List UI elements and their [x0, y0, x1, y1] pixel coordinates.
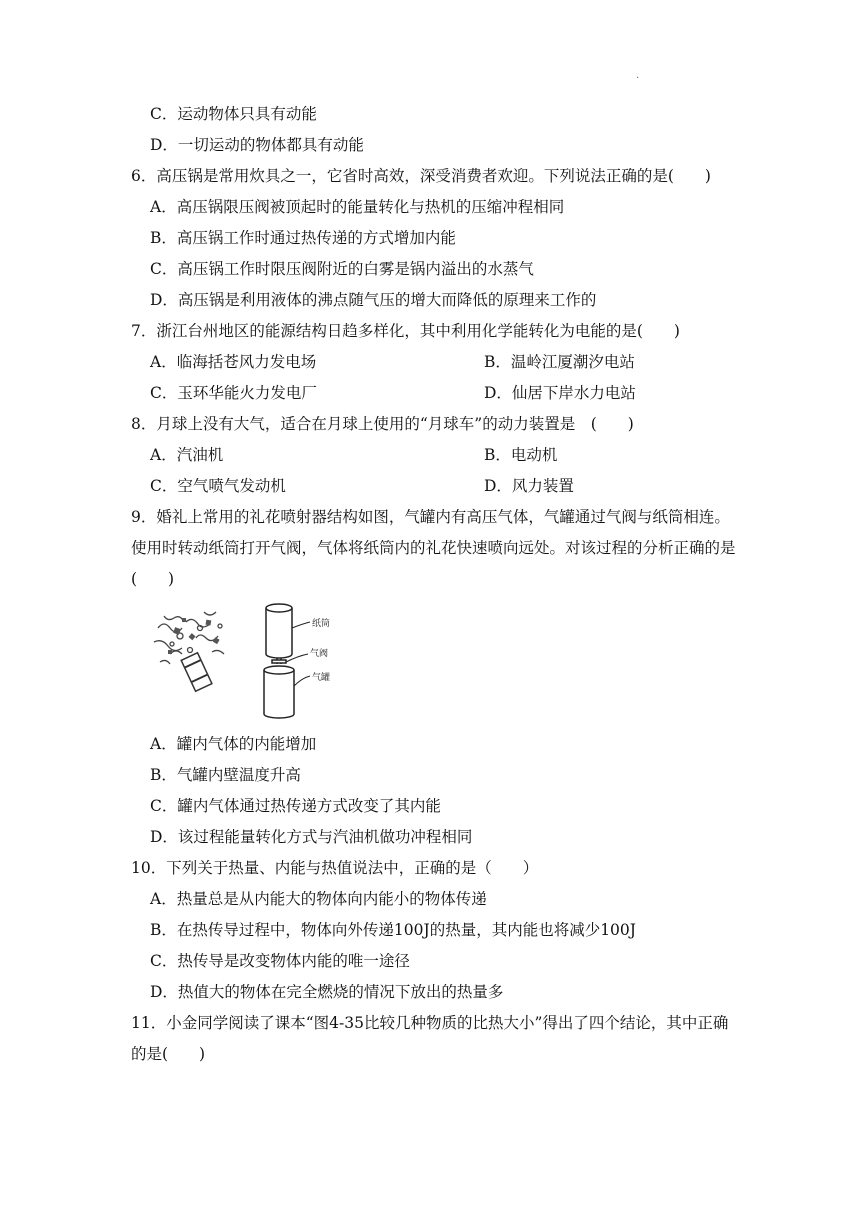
small-tube-icon: [181, 653, 212, 691]
option-7b: B．温岭江厦潮汐电站: [484, 353, 635, 371]
question-9: 9．婚礼上常用的礼花喷射器结构如图，气罐内有高压气体，气罐通过气阀与纸筒相连。使用时转动纸筒打开气阀，气体将纸筒内的礼花快速喷向远处。对该过程的分析正确的是( ): [131, 508, 736, 588]
option-7d: D．仙居下岸水力电站: [484, 384, 636, 402]
question-8: 8．月球上没有大气，适合在月球上使用的“月球车”的动力装置是 ( ): [131, 415, 634, 433]
option-10d: D．热值大的物体在完全燃烧的情况下放出的热量多: [150, 983, 504, 1001]
label-valve: 气阀: [310, 648, 329, 658]
paper-tube-cylinder: [266, 604, 292, 658]
option-6d: D．高压锅是利用液体的沸点随气压的增大而降低的原理来工作的: [150, 291, 597, 309]
option-9b: B．气罐内壁温度升高: [150, 766, 301, 784]
option-9d: D．该过程能量转化方式与汽油机做功冲程相同: [150, 828, 473, 846]
option-6a: A．高压锅限压阀被顶起时的能量转化与热机的压缩冲程相同: [150, 198, 565, 216]
question-11: 11．小金同学阅读了课本“图4-35比较几种物质的比热大小”得出了四个结论，其中正确的是( ): [131, 1014, 729, 1063]
valve-connector: [272, 658, 286, 664]
option-6b: B．高压锅工作时通过热传递的方式增加内能: [150, 229, 456, 247]
label-paper-tube: 纸筒: [312, 618, 331, 628]
option-10c: C．热传导是改变物体内能的唯一途径: [150, 952, 410, 970]
option-9c: C．罐内气体通过热传递方式改变了其内能: [150, 797, 441, 815]
option-7c: C．玉环华能火力发电厂: [150, 384, 317, 402]
option-10a: A．热量总是从内能大的物体向内能小的物体传递: [150, 890, 487, 908]
confetti-launcher-diagram: [150, 598, 340, 722]
confetti-dense-patch: [168, 618, 220, 654]
option-8c: C．空气喷气发动机: [150, 477, 286, 495]
question-10: 10．下列关于热量、内能与热值说法中，正确的是（ ）: [131, 859, 539, 877]
option-8b: B．电动机: [484, 446, 558, 464]
option-10b: B．在热传导过程中，物体向外传递100J的热量，其内能也将减少100J: [150, 921, 636, 939]
option-9a: A．罐内气体的内能增加: [150, 735, 317, 753]
option-8a: A．汽油机: [150, 446, 224, 464]
option-5d: D．一切运动的物体都具有动能: [150, 136, 364, 154]
label-gas-tank: 气罐: [312, 672, 331, 682]
option-7a: A．临海括苍风力发电场: [150, 353, 317, 371]
page-mark: ·: [636, 73, 640, 84]
gas-tank-cylinder: [264, 666, 294, 718]
option-8d: D．风力装置: [484, 477, 574, 495]
option-6c: C．高压锅工作时限压阀附近的白雾是锅内溢出的水蒸气: [150, 260, 534, 278]
question-7: 7．浙江台州地区的能源结构日趋多样化，其中利用化学能转化为电能的是( ): [131, 322, 680, 340]
question-6: 6．高压锅是常用炊具之一，它省时高效，深受消费者欢迎。下列说法正确的是( ): [131, 167, 711, 185]
option-5c: C．运动物体只具有动能: [150, 105, 317, 123]
